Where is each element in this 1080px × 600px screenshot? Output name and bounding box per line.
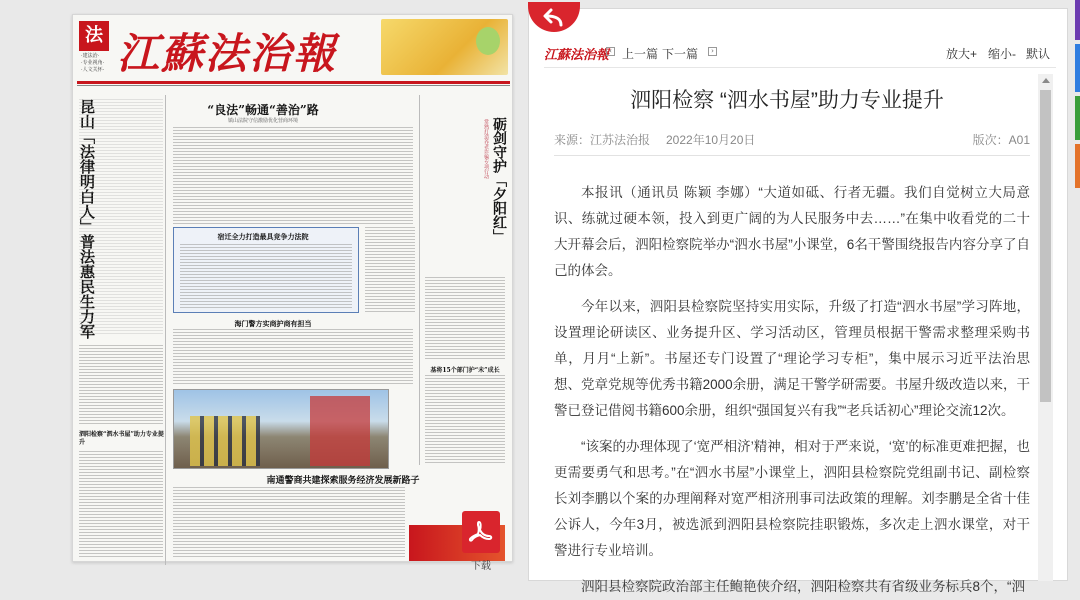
article-text-block[interactable]: [79, 451, 163, 559]
edge-tab-orange[interactable]: [1075, 144, 1080, 188]
column-rule: [165, 95, 166, 565]
article-text-block[interactable]: [365, 227, 415, 313]
headline-small-right[interactable]: 基将15个部门护“未”成长: [430, 367, 500, 374]
masthead-logo: 法: [79, 21, 109, 51]
headline-mid[interactable]: 海门警方实商护商有担当: [234, 319, 312, 328]
prev-article-link[interactable]: 上一篇: [622, 47, 659, 61]
news-photo[interactable]: [173, 389, 389, 469]
right-vertical-subheadline: 常熟打造养老诈骗专项行动: [483, 119, 489, 179]
article-paragraph: 今年以来，泗阳县检察院坚持实用实际，升级了打造“泗水书屋”学习阵地，设置理论研读区、业务提升区、学习活动区，管理员根据干警需求整理采购书单，月月“上新”。书屋还专门设置了“理论学习专柜”，集中展示习近平法治思想、党章党规等优秀书籍2000余册，满足干警学研需要。书屋升级改造以来，干警已登记借阅书籍600余册，组织“强国复兴有我”“老兵话初心”理论交流12次。: [554, 299, 1030, 418]
article-date: 2022年10月20日: [666, 133, 756, 147]
headline-main[interactable]: “良法”畅通“善治”路: [207, 103, 319, 117]
headline-left-article[interactable]: 泗阳检察“泗水书屋”助力专业提升: [79, 431, 164, 446]
headline-boxed[interactable]: 宿迁全力打造最具竞争力法院: [217, 232, 309, 241]
article-text-block[interactable]: [173, 329, 413, 385]
zoom-default-button[interactable]: 默认: [1026, 47, 1051, 61]
masthead-subrule: [77, 85, 510, 86]
edge-tab-purple[interactable]: [1075, 0, 1080, 40]
newspaper-page[interactable]: [72, 14, 513, 562]
article-meta: [554, 131, 1030, 151]
zoom-out-button[interactable]: 缩小-: [988, 47, 1016, 61]
article-text-block[interactable]: [79, 345, 163, 425]
scrollbar-thumb[interactable]: [1040, 90, 1051, 402]
scroll-up-arrow-icon[interactable]: [1042, 78, 1050, 83]
download-label[interactable]: 下载: [471, 561, 491, 572]
right-vertical-headline[interactable]: 砺剑守护「夕阳红」: [491, 117, 507, 243]
article-source: 来源：江苏法治报: [554, 133, 651, 147]
left-vertical-headline[interactable]: 昆山「法律明白人」普法惠民生力军: [78, 99, 96, 339]
masthead: [77, 19, 510, 89]
edge-tab-green[interactable]: [1075, 96, 1080, 140]
back-arrow-icon: [543, 8, 565, 26]
article-paragraph: 本报讯（通讯员 陈颖 李娜）“大道如砥、行者无疆。我们自觉树立大局意识、练就过硬本领，投入到更广阔的为人民服务中去……”在集中收看党的二十大开幕会后，泗阳检察院举办“泗水书屋”小课堂，6名干警围绕报告内容分享了自己的体会。: [554, 185, 1030, 278]
prev-square-icon: ‹: [606, 47, 615, 56]
headline-main-sub: 镇山法院守信激励优化营商环境: [227, 118, 298, 124]
next-article-link[interactable]: 下一篇: [662, 47, 699, 61]
masthead-title: 江蘇法治報: [117, 29, 338, 78]
article-toolbar: [544, 40, 1056, 68]
article-edition: 版次：A01: [972, 133, 1030, 147]
article-text-block[interactable]: [425, 277, 505, 361]
column-rule: [419, 95, 420, 465]
article-paragraph: 泗阳县检察院政治部主任鲍艳侠介绍，泗阳检察共有省级业务标兵8个，“泗: [581, 579, 1026, 594]
article-paragraph: “该案的办理体现了‘宽严相济’精神，相对于严来说，‘宽’的标准更难把握，也更需要勇气和思考。”在“泗水书屋”小课堂上，泗阳县检察院党组副书记、副检察长刘李鹏以个案的办理阐释对宽严相济刑事司法政策的理解。刘李鹏是全省十佳公诉人，今年3月，被选派到泗阳县检察院挂职锻炼，多次走上泗水课堂，对干警进行专业培训。: [554, 439, 1030, 558]
article-text-block[interactable]: [173, 487, 405, 559]
masthead-slogans: ·建法治· ·专业视角· ·人文关怀·: [81, 53, 105, 73]
article-text-block[interactable]: [173, 127, 413, 225]
pdf-icon: [468, 519, 494, 545]
article-text-block: [180, 244, 352, 308]
article-title: 泗阳检察 “泗水书屋”助力专业提升: [630, 89, 944, 112]
meta-divider: [554, 155, 1030, 156]
headline-bottom[interactable]: 南通警商共建探索服务经济发展新路子: [266, 476, 420, 486]
article-body: [554, 180, 1030, 594]
download-pdf-button[interactable]: [462, 511, 500, 553]
masthead-ad: [381, 19, 508, 75]
article-text-block[interactable]: [425, 375, 505, 465]
toolbar-logo: 江蘇法治報: [544, 48, 610, 63]
next-square-icon: ›: [708, 47, 717, 56]
article-text-block[interactable]: [79, 99, 163, 335]
masthead-rule: [77, 81, 510, 84]
zoom-in-button[interactable]: 放大+: [946, 47, 978, 61]
edge-tab-blue[interactable]: [1075, 44, 1080, 92]
